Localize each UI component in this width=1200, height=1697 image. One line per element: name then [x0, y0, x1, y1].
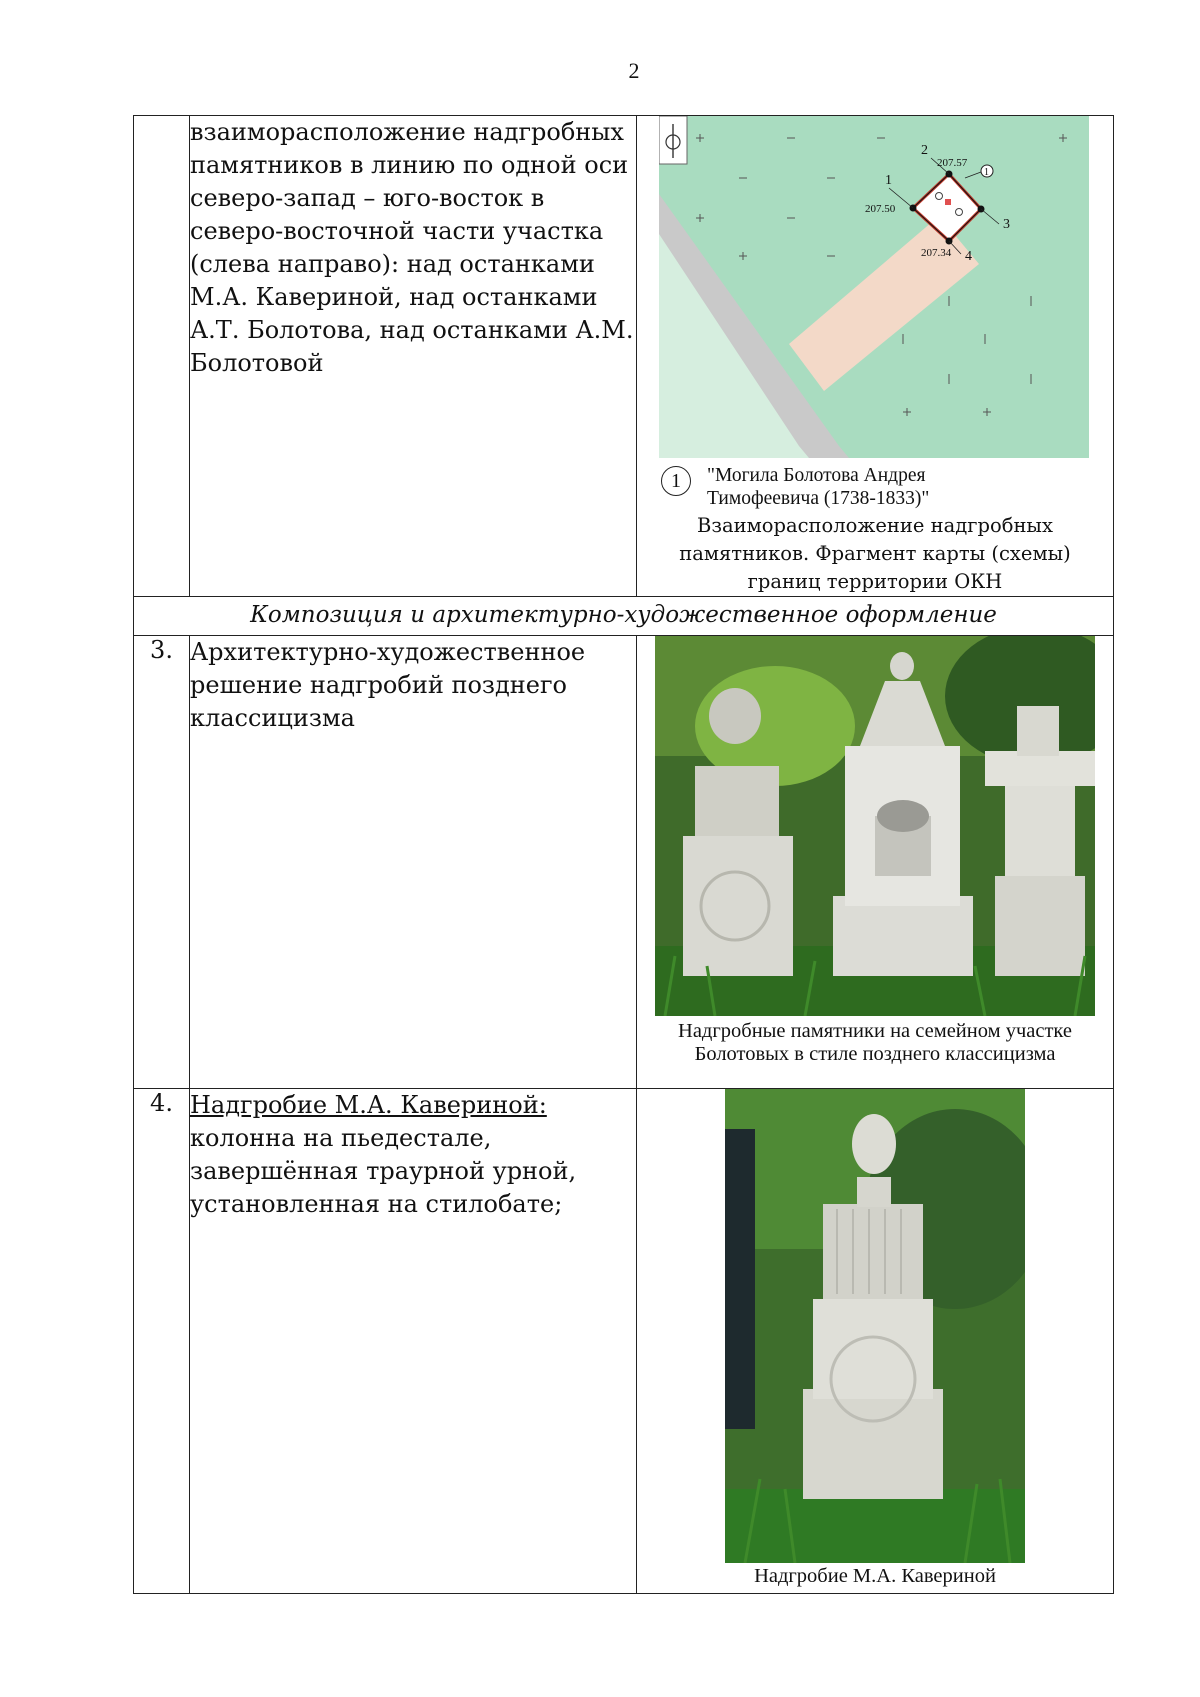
monument-description: колонна на пьедестале, завершённая траурной урной, установленная на стилобате;	[190, 1124, 577, 1218]
section-header: Композиция и архитектурно-художественное оформление	[134, 597, 1114, 636]
table-row-4	[134, 1089, 1114, 1594]
map-point-3: 3	[1003, 217, 1010, 232]
map-point-2: 2	[921, 143, 928, 158]
map-caption: Взаиморасположение надгробных памятников. Фрагмент карты (схемы) границ территории ОКН	[679, 514, 1071, 593]
photo-caption: Надгробные памятники на семейном участке Болотовых в стиле позднего классицизма	[678, 1020, 1072, 1065]
map-point-4: 4	[965, 249, 972, 264]
kaverina-tombstone-photo	[725, 1089, 1025, 1563]
site-map	[659, 116, 1089, 458]
photo-caption: Надгробие М.А. Кавериной	[754, 1565, 996, 1587]
map-object-mark: 1	[984, 167, 989, 178]
monument-table	[133, 115, 1114, 1594]
legend-text-line2: Тимофеевича (1738-1833)"	[707, 488, 930, 509]
legend-mark: 1	[661, 466, 691, 496]
row-description: взаиморасположение надгробных памятников в линию по одной оси северо-запад – юго-восток в северо-восточной части участка (слева направо): над останками М.А. Кавериной, над останками А.Т. Болотова, над останками А.М. Болотовой	[190, 116, 637, 597]
tombstones-photo	[655, 636, 1095, 1016]
row-description-cell	[190, 1089, 637, 1594]
photo-cell	[637, 636, 1114, 1089]
monument-title: Надгробие М.А. Кавериной:	[190, 1091, 547, 1119]
row-number: 4.	[134, 1089, 190, 1594]
row-description: Архитектурно-художественное решение надгробий позднего классицизма	[190, 636, 637, 1089]
map-figure-cell	[637, 116, 1114, 597]
map-point-1: 1	[885, 173, 892, 188]
row-number: 3.	[134, 636, 190, 1089]
page-number: 2	[628, 58, 640, 83]
site-map-svg	[659, 116, 1089, 458]
table-row-map	[134, 116, 1114, 597]
row-number-empty	[134, 116, 190, 597]
map-legend	[661, 464, 1113, 510]
legend-text-line1: "Могила Болотова Андрея	[707, 465, 926, 486]
table-row-3	[134, 636, 1114, 1089]
map-elev-2: 207.50	[865, 203, 896, 215]
map-elev-3: 207.34	[921, 247, 952, 259]
section-header-row	[134, 597, 1114, 636]
photo-cell	[637, 1089, 1114, 1594]
map-elev-1: 207.57	[937, 157, 968, 169]
